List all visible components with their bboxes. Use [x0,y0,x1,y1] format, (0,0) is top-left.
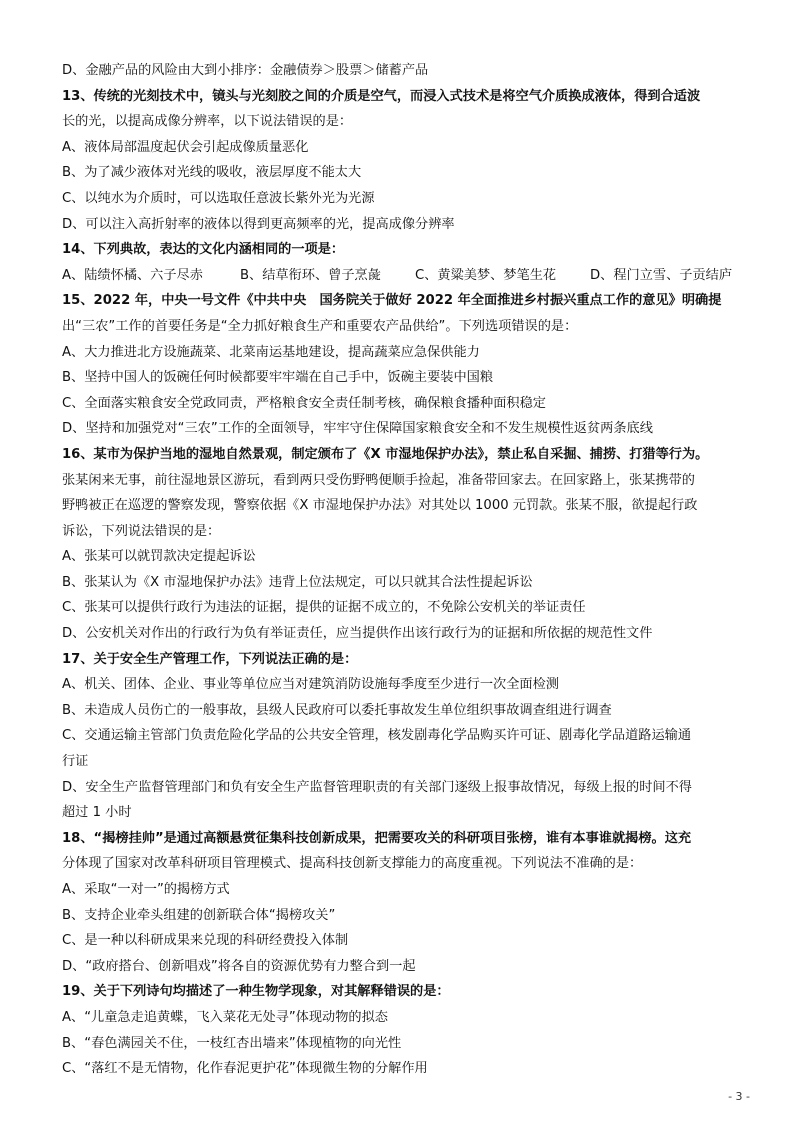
text-line: 出“三农”工作的首要任务是“全力抓好粮食生产和重要农产品供给”。下列选项错误的是： [62,318,578,334]
option-d: D、程门立雪、子贡结庐 [590,267,733,283]
text-line: 长的光，以提高成像分辨率，以下说法错误的是： [62,114,353,130]
option-d: D、坚持和加强党对“三农”工作的全面领导，牢牢守住保障国家粮食安全和不发生规模性返贫两条底线 [62,421,653,437]
q14-options-row [62,263,738,289]
option-c: C、以纯水为介质时，可以选取任意波长紫外光为光源 [62,190,375,206]
option-d: D、安全生产监督管理部门和负有安全生产监督管理职责的有关部门逐级上报事故情况，每级上报的时间不得 [62,779,692,795]
option-c: C、是一种以科研成果来兑现的科研经费投入体制 [62,933,349,949]
page-number: - 3 - [728,1090,750,1103]
text-line: 行证 [62,754,89,770]
option-b: B、支持企业牵头组建的创新联合体“揭榜攻关” [62,907,336,923]
option-a: A、“儿童急走追黄蝶，飞入菜花无处寻”体现动物的拟态 [62,1009,388,1025]
option-a: A、机关、团体、企业、事业等单位应当对建筑消防设施每季度至少进行一次全面检测 [62,677,559,693]
option-a: A、采取“一对一”的揭榜方式 [62,882,230,897]
question-16: 16、某市为保护当地的湿地自然景观，制定颁布了《X 市湿地保护办法》，禁止私自采掘、捕捞、打猎等行为。 [62,446,709,462]
option-c: C、张某可以提供行政行为违法的证据，提供的证据不成立的，不免除公安机关的举证责任 [62,600,586,616]
text-line: 野鸭被正在巡逻的警察发现，警察依据《X 市湿地保护办法》对其处以 1000 元罚款。张某不服，欲提起行政 [62,498,698,514]
option-b: B、张某认为《X 市湿地保护办法》违背上位法规定，可以只就其合法性提起诉讼 [62,574,533,590]
option-a: A、陆绩怀橘、六子尽赤 [62,267,203,283]
option-c: C、黄粱美梦、梦笔生花 [415,267,557,283]
option-a: A、张某可以就罚款决定提起诉讼 [62,549,256,565]
option-d: D、可以注入高折射率的液体以得到更高频率的光，提高成像分辨率 [62,216,455,232]
option-a: A、大力推进北方设施蔬菜、北菜南运基地建设，提高蔬菜应急保供能力 [62,344,480,360]
question-text [62,58,738,1082]
option-b: B、“春色满园关不住，一枝红杏出墙来”体现植物的向光性 [62,1035,402,1051]
option-b: B、未造成人员伤亡的一般事故，县级人民政府可以委托事故发生单位组织事故调查组进行调查 [62,702,612,718]
option-b: B、结草衔环、曾子烹彘 [240,267,381,283]
option-d: D、公安机关对作出的行政行为负有举证责任，应当提供作出该行政行为的证据和所依据的规范性文件 [62,626,653,642]
question-15: 15、2022 年，中央一号文件《中共中央 国务院关于做好 2022 年全面推进乡村振兴重点工作的意见》明确提 [62,293,722,309]
text-line: 分体现了国家对改革科研项目管理模式、提高科技创新支撑能力的高度重视。下列说法不准确的是： [62,856,643,872]
option-c: C、交通运输主管部门负责危险化学品的公共安全管理，核发剧毒化学品购买许可证、剧毒化学品道路运输通 [62,728,692,744]
option-a: A、液体局部温度起伏会引起成像质量恶化 [62,139,309,155]
option-b: B、为了减少液体对光线的吸收，液层厚度不能太大 [62,165,362,181]
option-c: C、“落红不是无情物，化作春泥更护花”体现微生物的分解作用 [62,1061,428,1077]
question-18: 18、“揭榜挂帅”是通过高额悬赏征集科技创新成果，把需要攻关的科研项目张榜，谁有本事谁就揭榜。这充 [62,830,692,846]
text-line: 张某闲来无事，前往湿地景区游玩，看到两只受伤野鸭便顺手捡起，准备带回家去。在回家路上，张某携带的 [62,472,695,488]
text-line: 超过 1 小时 [62,805,132,821]
text-line: D、金融产品的风险由大到小排序：金融债券＞股票＞储蓄产品 [62,63,429,78]
question-13: 13、传统的光刻技术中，镜头与光刻胶之间的介质是空气，而浸入式技术是将空气介质换成液体，得到合适波 [62,88,701,104]
question-14: 14、下列典故，表达的文化内涵相同的一项是： [62,242,345,258]
question-19: 19、关于下列诗句均描述了一种生物学现象，对其解释错误的是： [62,984,450,1000]
option-b: B、坚持中国人的饭碗任何时候都要牢牢端在自己手中，饭碗主要装中国粮 [62,370,494,386]
question-17: 17、关于安全生产管理工作，下列说法正确的是： [62,651,358,667]
text-line: 诉讼，下列说法错误的是： [62,523,221,539]
option-d: D、“政府搭台、创新唱戏”将各自的资源优势有力整合到一起 [62,958,416,974]
option-c: C、全面落实粮食安全党政同责，严格粮食安全责任制考核，确保粮食播种面积稳定 [62,395,546,411]
